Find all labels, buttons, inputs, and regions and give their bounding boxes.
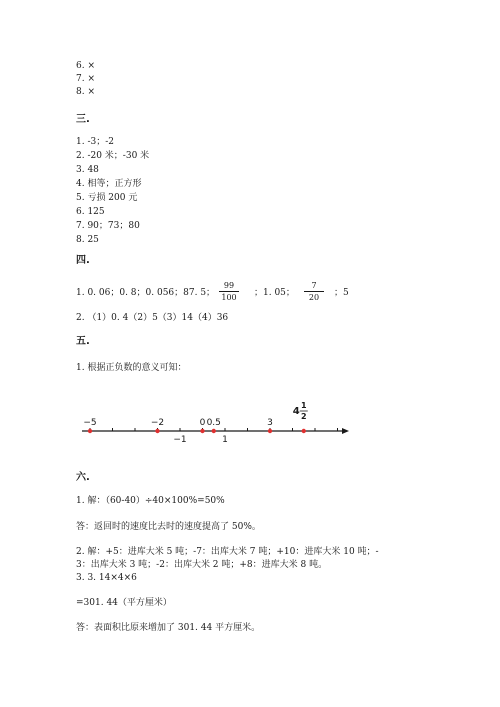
number-line-label-numerator: 1	[300, 401, 307, 410]
section-heading: 六.	[76, 472, 90, 483]
section-heading: 三.	[76, 114, 90, 125]
answer-line: 6. 125	[76, 207, 105, 217]
fraction-denominator: 100	[221, 293, 237, 302]
number-line-label: 4	[292, 406, 300, 417]
answer-line: 2. （1）0. 4（2）5（3）14（4）36	[76, 313, 229, 323]
section-heading: 四.	[76, 255, 90, 266]
fraction-numerator: 7	[311, 281, 317, 290]
answer-line: 4. 相等；正方形	[76, 179, 142, 189]
answer-line: 1. 解：（60-40）÷40×100%=50%	[76, 496, 225, 506]
number-line-label: 3	[267, 418, 273, 428]
fraction	[219, 281, 239, 302]
answer-line: 7. ×	[76, 74, 95, 84]
answer-line: 7. 90；73；80	[76, 221, 140, 231]
fraction-bar	[304, 291, 324, 292]
answer-line: 1. -3；-2	[76, 137, 114, 147]
answer-line-part: ；1. 05；	[254, 288, 295, 298]
answer-line: 8. 25	[76, 235, 99, 245]
number-line-point	[88, 429, 92, 433]
number-line-arrow	[342, 428, 349, 434]
section-heading: 五.	[76, 336, 90, 347]
answer-line: 答：表面积比原来增加了 301. 44 平方厘米。	[76, 623, 261, 633]
answer-line: 5. 亏损 200 元	[76, 193, 138, 203]
answer-line: 3：出库大米 3 吨；-2：出库大米 2 吨；+8：进库大米 8 吨。	[76, 560, 328, 570]
answer-line: 1. 根据正负数的意义可知：	[76, 363, 187, 373]
fraction-denominator: 20	[308, 293, 320, 302]
answer-line: 2. -20 米；-30 米	[76, 151, 150, 161]
number-line-label-denominator: 2	[300, 412, 307, 421]
fraction-numerator: 99	[223, 281, 235, 290]
answer-line: 6. ×	[76, 61, 95, 71]
number-line-label: −2	[150, 418, 165, 428]
answer-line: 3. 3. 14×4×6	[76, 573, 137, 583]
number-line-label: 1	[222, 435, 228, 445]
number-line-point	[155, 429, 159, 433]
answer-line: 3. 48	[76, 165, 99, 175]
number-line	[80, 395, 355, 445]
number-line-point	[302, 429, 306, 433]
fraction	[304, 281, 324, 302]
number-line-point	[212, 429, 216, 433]
number-line-point	[200, 429, 204, 433]
answer-line: 2. 解：+5：进库大米 5 吨；-7：出库大米 7 吨；+10：进库大米 10 吨；-	[76, 547, 379, 557]
number-line-point	[268, 429, 272, 433]
answer-line: 8. ×	[76, 87, 95, 97]
number-line-label: 0	[199, 418, 206, 428]
number-line-label: −5	[83, 418, 97, 428]
answer-line: =301. 44（平方厘米）	[76, 598, 172, 608]
answer-line-part: ；5	[334, 288, 349, 298]
number-line-label: −1	[173, 435, 187, 445]
number-line-svg	[80, 395, 355, 445]
answer-line: 答：返回时的速度比去时的速度提高了 50%。	[76, 522, 261, 532]
answer-line-part: 1. 0. 06；0. 8；0. 056；87. 5；	[76, 288, 216, 298]
fraction-bar	[219, 291, 239, 292]
number-line-label: 0.5	[206, 418, 221, 428]
